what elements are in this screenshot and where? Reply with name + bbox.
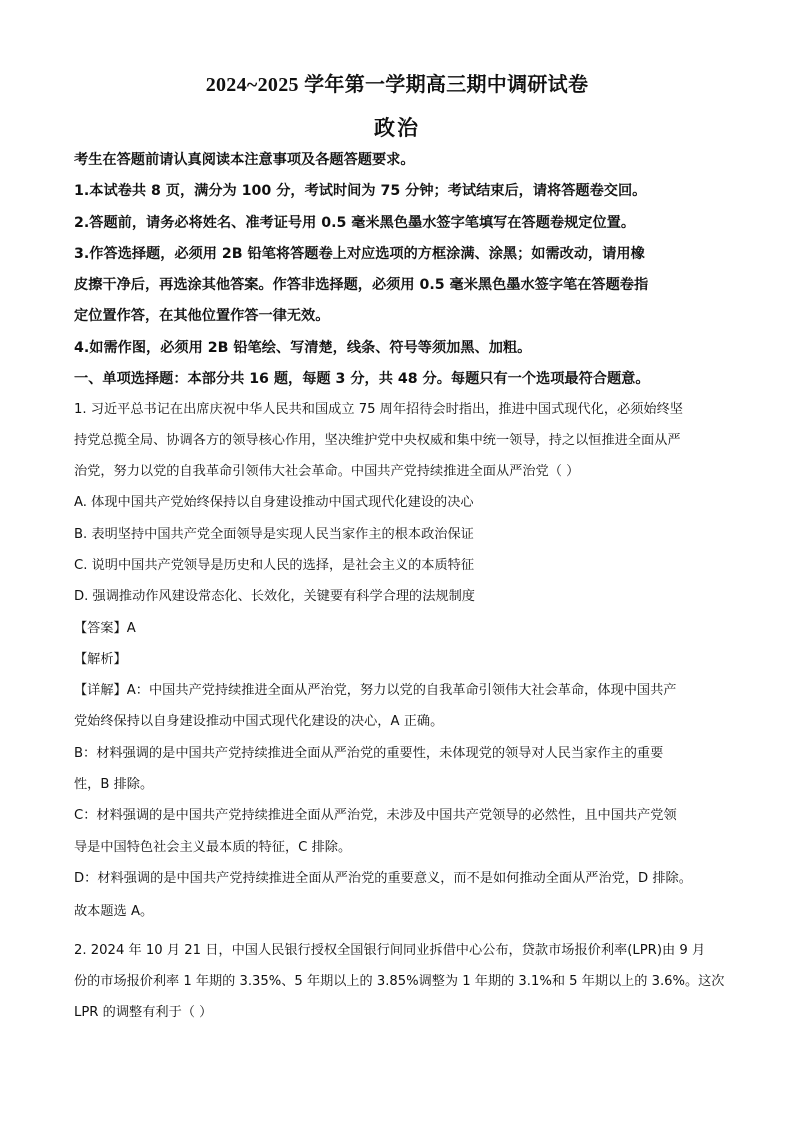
q2-stem-line-3: LPR 的调整有利于（ ） <box>74 1005 213 1020</box>
q1-detail-line-2: 党始终保持以自身建设推动中国式现代化建设的决心，A 正确。 <box>74 714 444 729</box>
subject-title: 政治 <box>374 116 420 140</box>
exam-title: 2024~2025 学年第一学期高三期中调研试卷 <box>205 74 589 96</box>
q1-option-a: A. 体现中国共产党始终保持以自身建设推动中国式现代化建设的决心 <box>74 495 474 510</box>
q1-option-b: B. 表明坚持中国共产党全面领导是实现人民当家作主的根本政治保证 <box>74 527 474 542</box>
q1-detail-line-6: 导是中国特色社会主义最本质的特征，C 排除。 <box>74 840 352 855</box>
q1-stem-line-1: 1. 习近平总书记在出席庆祝中华人民共和国成立 75 周年招待会时指出，推进中国式现代化，必须始终坚 <box>74 402 683 417</box>
q1-answer <box>74 620 724 638</box>
q2-stem-line-1: 2. 2024 年 10 月 21 日，中国人民银行授权全国银行间同业拆借中心公布，贷款市场报价利率(LPR)由 9 月 <box>74 943 706 958</box>
q1-conclusion: 故本题选 A。 <box>74 904 154 919</box>
instructions-intro: 考生在答题前请认真阅读本注意事项及各题答题要求。 <box>74 152 415 168</box>
instruction-item-3-line-1: 3.作答选择题，必须用 2B 铅笔将答题卷上对应选项的方框涂满、涂黑；如需改动，请用橡 <box>74 246 645 262</box>
q1-detail-line-4: 性，B 排除。 <box>74 777 154 792</box>
section-heading: 一、单项选择题：本部分共 16 题，每题 3 分，共 48 分。每题只有一个选项最符合题意。 <box>74 371 650 387</box>
q1-detail-line-7: D：材料强调的是中国共产党持续推进全面从严治党的重要意义，而不是如何推动全面从严治党，D 排除。 <box>74 871 692 886</box>
q1-option-d: D. 强调推动作风建设常态化、长效化，关键要有科学合理的法规制度 <box>74 589 475 604</box>
answer-tag: 【答案】 <box>74 621 127 636</box>
q1-stem-line-2: 持党总揽全局、协调各方的领导核心作用，坚决维护党中央权威和集中统一领导，持之以恒推进全面从严 <box>74 433 681 448</box>
q2-stem-line-2: 份的市场报价利率 1 年期的 3.35%、5 年期以上的 3.85%调整为 1 年期的 3.1%和 5 年期以上的 3.6%。这次 <box>74 974 725 989</box>
q1-detail-line-5: C：材料强调的是中国共产党持续推进全面从严治党，未涉及中国共产党领导的必然性，且中国共产党领 <box>74 808 677 823</box>
instruction-item-4: 4.如需作图，必须用 2B 铅笔绘、写清楚，线条、符号等须加黑、加粗。 <box>74 340 532 356</box>
instruction-item-1: 1.本试卷共 8 页，满分为 100 分，考试时间为 75 分钟；考试结束后，请将答题卷交回。 <box>74 183 647 199</box>
q1-stem-line-3: 治党，努力以党的自我革命引领伟大社会革命。中国共产党持续推进全面从严治党（ ） <box>74 464 580 479</box>
q1-option-c: C. 说明中国共产党领导是历史和人民的选择，是社会主义的本质特征 <box>74 558 475 573</box>
q1-detail-line-3: B：材料强调的是中国共产党持续推进全面从严治党的重要性，未体现党的领导对人民当家作主的重要 <box>74 746 664 761</box>
instruction-item-2: 2.答题前，请务必将姓名、准考证号用 0.5 毫米黑色墨水签字笔填写在答题卷规定位置。 <box>74 215 636 231</box>
q1-detail-line-1: 【详解】A：中国共产党持续推进全面从严治党，努力以党的自我革命引领伟大社会革命，体现中国共产 <box>74 683 677 698</box>
q1-analysis-tag: 【解析】 <box>74 652 127 667</box>
instruction-item-3-line-2: 皮擦干净后，再选涂其他答案。作答非选择题，必须用 0.5 毫米黑色墨水签字笔在答题卷指 <box>74 277 649 293</box>
answer-value: A <box>126 621 136 636</box>
instruction-item-3-line-3: 定位置作答，在其他位置作答一律无效。 <box>74 308 330 324</box>
